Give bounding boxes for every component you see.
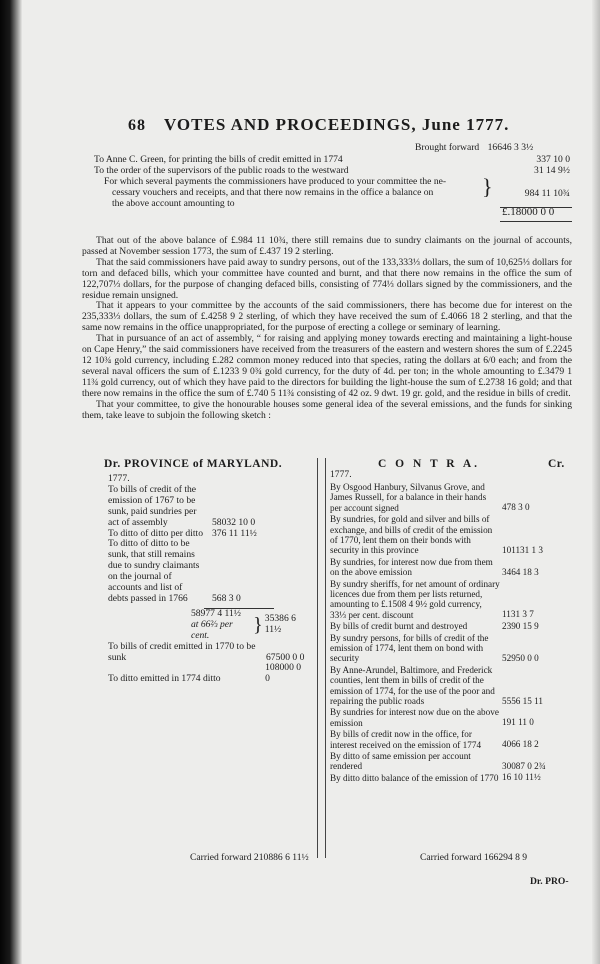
paragraph: That out of the above balance of £.984 11 10¾, there still remains due to sundry claimants on the journal of accounts, passed at November session 1773, the sum of £.437 19 2 sterling. <box>82 235 572 257</box>
left-carried-forward: Carried forward 210886 6 11½ <box>190 852 309 863</box>
ledger-divider <box>325 458 326 858</box>
ledger-row: By sundry sheriffs, for net amount of ordinary licences due from them per lists returned, amounting to £.1508 4 9½ gold currency, 33⅓ per cent. discount 1131 3 7 <box>330 578 534 620</box>
paragraph: That in pursuance of an act of assembly, “ for raising and applying money towards erecting and maintaining a light-house on Cape Henry,” the said commissioners have received from the treasurers of the eastern and western shores the sum of £.2245 12 10¾ gold currency, including £.282 common money reduced into that species, rating the dollars at 6/0 each; and from the several naval officers the sum of £.1233 9 0¾ gold currency, for the duty of 4d. per ton; in the whole amounting to £.3479 1 11¾ gold currency, out of which they have paid to the directors for building the light-house the sum of £.2738 16 gold; and that there now remains in the office the sum of £.740 5 11¾ consisting of 42 oz. 9 dwt. 19 gr. gold, and the residue in bills of credit. <box>82 333 572 399</box>
entry-line: the above account amounting to <box>112 198 235 209</box>
ledger-row: To ditto of ditto per ditto 376 11 11½ <box>108 527 257 539</box>
ledger-row: To bills of credit emitted in 1770 to be sunk 67500 0 0 <box>108 640 305 663</box>
catchword: Dr. PRO- <box>530 876 569 887</box>
entry-line: For which several payments the commissioners have produced to your committee the ne- <box>104 176 447 187</box>
page-number: 68 <box>128 117 146 134</box>
ledger-year: 1777. <box>108 473 130 484</box>
brace: } <box>482 174 493 199</box>
ledger-row: By Anne-Arundel, Baltimore, and Frederick counties, lent them in bills of credit of the emission of 1774, for the use of the poor and repairing the public roads 5556 15 11 <box>330 664 544 707</box>
entry-line: To the order of the supervisors of the public roads to the westward <box>94 165 349 176</box>
ledger-row: To ditto emitted in 1774 ditto 108000 0 0 <box>108 662 302 685</box>
committee-report <box>82 236 572 421</box>
ledger-row: By bills of credit burnt and destroyed 2390 15 9 <box>330 620 539 632</box>
brought-forward: Brought forward 16646 3 3½ <box>415 142 534 153</box>
ledger-left-heading: Dr. PROVINCE of MARYLAND. <box>104 458 283 470</box>
entry-amount: 984 11 10¾ <box>524 188 570 199</box>
ledger-row: By sundries for interest now due on the above emission 191 11 0 <box>330 707 534 728</box>
entry-amount: 337 10 0 <box>536 154 570 165</box>
running-header <box>128 115 509 135</box>
ledger-year: 1777. <box>330 469 352 480</box>
ledger-row: By ditto of same emission per account rendered 30087 0 2¾ <box>330 751 546 772</box>
ledger-row: By Osgood Hanbury, Silvanus Grove, and James Russell, for a balance in their hands per account signed 478 3 0 <box>330 481 530 513</box>
ledger-row: To ditto of ditto to be sunk, that still remains due to sundry claimants on the journal of accounts and list of debts passed in 1766 568 3 0 <box>108 538 241 604</box>
entry-line: cessary vouchers and receipts, and that there now remains in the office a balance on <box>112 187 434 198</box>
sum-rule <box>500 221 572 222</box>
total-amount: £.18000 0 0 <box>502 206 555 218</box>
ledger-divider <box>317 458 318 858</box>
right-carried-forward: Carried forward 166294 8 9 <box>420 852 528 863</box>
ledger-row: By sundries, for interest now due from them on the above emission 3464 18 3 <box>330 556 539 578</box>
ledger-left-column <box>108 474 308 685</box>
ledger-row: By bills of credit now in the office, for interest received on the emission of 1774 4066 18 2 <box>330 729 539 750</box>
page-edge <box>592 0 600 964</box>
entry-line: To Anne C. Green, for printing the bills of credit emitted in 1774 <box>94 154 343 165</box>
ledger-row: By ditto ditto balance of the emission of 1770 16 10 11½ <box>330 772 541 783</box>
paragraph: That it appears to your committee by the accounts of the said commissioners, there has become due for interest on the 235,333⅓ dollars, the sum of £.4258 9 2 sterling, of which they have received the sum of £.4066 18 2 sterling, and that the same now remains in the office unappropriated, for the purpose of erecting a college or seminary of learning. <box>82 300 572 334</box>
ledger-row: By sundry persons, for bills of credit of the emission of 1774, lent them on bond with security 52950 0 0 <box>330 632 539 664</box>
ledger-cr: Cr. <box>548 458 565 470</box>
ledger-right-column <box>330 469 546 783</box>
book-spine-shadow <box>0 0 22 964</box>
ledger-row: By sundries, for gold and silver and bills of exchange, and bills of credit of the emission of 1770, lent them on their bonds with security in this province 101131 1 3 <box>330 514 544 556</box>
page-title: VOTES AND PROCEEDINGS, June 1777. <box>164 115 510 134</box>
ledger-row: To bills of credit of the emission of 1767 to be sunk, paid sundries per act of assembly 58032 10 0 <box>108 483 256 528</box>
ledger-subtotal: 58977 4 11½ at 66⅔ per cent. } 35386 6 11½ <box>190 607 296 641</box>
paragraph: That your committee, to give the honourable houses some general idea of the several emissions, and the funds for sinking them, take leave to subjoin the following sketch : <box>82 398 572 421</box>
paragraph: That the said commissioners have paid away to sundry persons, out of the 133,333⅓ dollars, the sum of 10,625⅓ dollars for torn and defaced bills, which your committee have counted and burnt, and that there now remains in the office the sum of 122,707⅓ dollars, for the purpose of changing defaced bills, consisting of 774⅓ dollars signed by the commissioners, and the residue remain unsigned. <box>82 256 572 301</box>
entry-amount: 31 14 9½ <box>534 165 570 176</box>
ledger-right-heading: C O N T R A. <box>378 458 481 470</box>
